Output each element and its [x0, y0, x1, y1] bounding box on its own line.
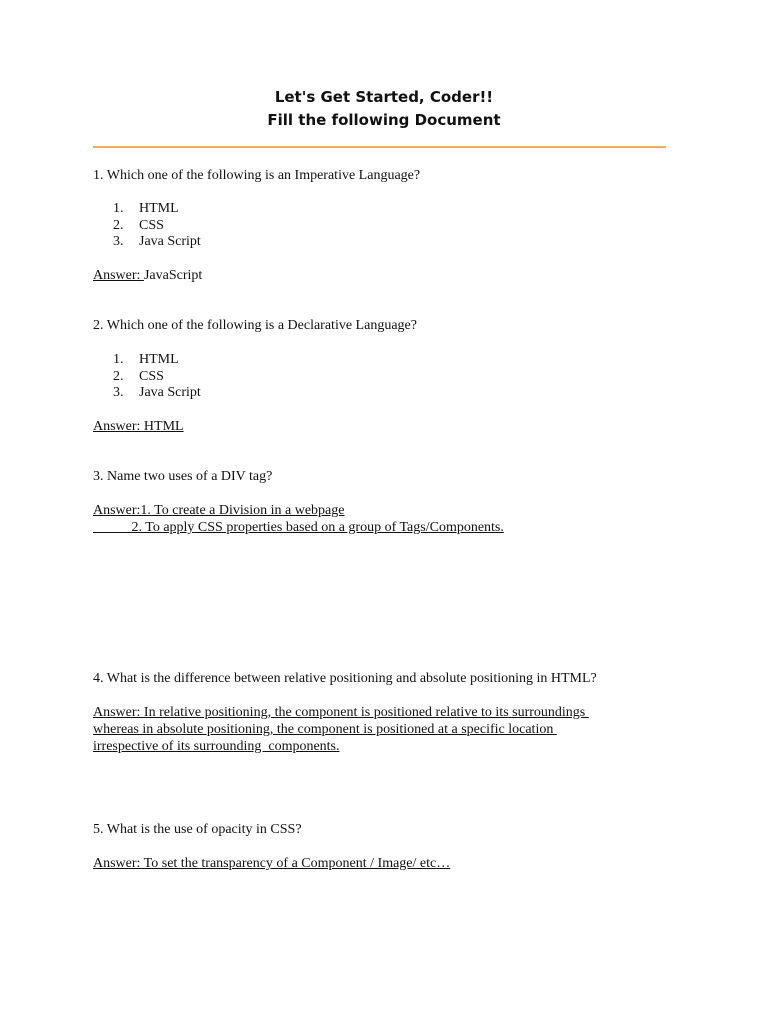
question-5: 5. What is the use of opacity in CSS?: [93, 822, 302, 837]
question-2: 2. Which one of the following is a Declarative Language?: [93, 318, 417, 333]
q1-option-2: [113, 217, 164, 234]
q1-option-3-label: Java Script: [139, 234, 201, 249]
q1-answer-label: Answer:: [93, 268, 144, 283]
header-divider: [93, 146, 666, 148]
q1-option-3-number: 3.: [113, 234, 124, 249]
q5-answer: Answer: To set the transparency of a Component / Image/ etc…: [93, 856, 451, 871]
q4-answer-line-3: irrespective of its surrounding components.: [93, 739, 340, 754]
q1-option-1-label: HTML: [139, 201, 179, 216]
q2-option-2-label: CSS: [139, 369, 164, 384]
q2-option-3-number: 3.: [113, 385, 124, 400]
q2-option-3-label: Java Script: [139, 385, 201, 400]
q2-option-2-number: 2.: [113, 369, 124, 384]
q2-option-1-label: HTML: [139, 352, 179, 367]
question-4: 4. What is the difference between relative positioning and absolute positioning in HTML?: [93, 671, 597, 686]
q3-answer-line-2: 2. To apply CSS properties based on a group of Tags/Components.: [93, 520, 504, 535]
q1-option-1: [113, 200, 179, 217]
q1-answer: [93, 267, 202, 284]
q1-option-2-label: CSS: [139, 218, 164, 233]
q2-option-3: [113, 384, 201, 401]
q4-answer-line-1: Answer: In relative positioning, the component is positioned relative to its surroundings: [93, 705, 589, 720]
q1-option-1-number: 1.: [113, 201, 124, 216]
document-subtitle: Fill the following Document: [267, 111, 501, 129]
q2-option-1-number: 1.: [113, 352, 124, 367]
q2-answer: Answer: HTML: [93, 419, 184, 434]
q1-answer-value: JavaScript: [143, 268, 203, 283]
q2-option-2: [113, 368, 164, 385]
q2-option-1: [113, 351, 179, 368]
q1-option-2-number: 2.: [113, 218, 124, 233]
question-3: 3. Name two uses of a DIV tag?: [93, 469, 273, 484]
q3-answer-line-1: Answer:1. To create a Division in a webpage: [93, 503, 345, 518]
document-title: Let's Get Started, Coder!!: [274, 88, 494, 106]
q1-option-3: [113, 233, 201, 250]
question-1: 1. Which one of the following is an Imperative Language?: [93, 168, 421, 183]
q4-answer-line-2: whereas in absolute positioning, the component is positioned at a specific location: [93, 722, 557, 737]
